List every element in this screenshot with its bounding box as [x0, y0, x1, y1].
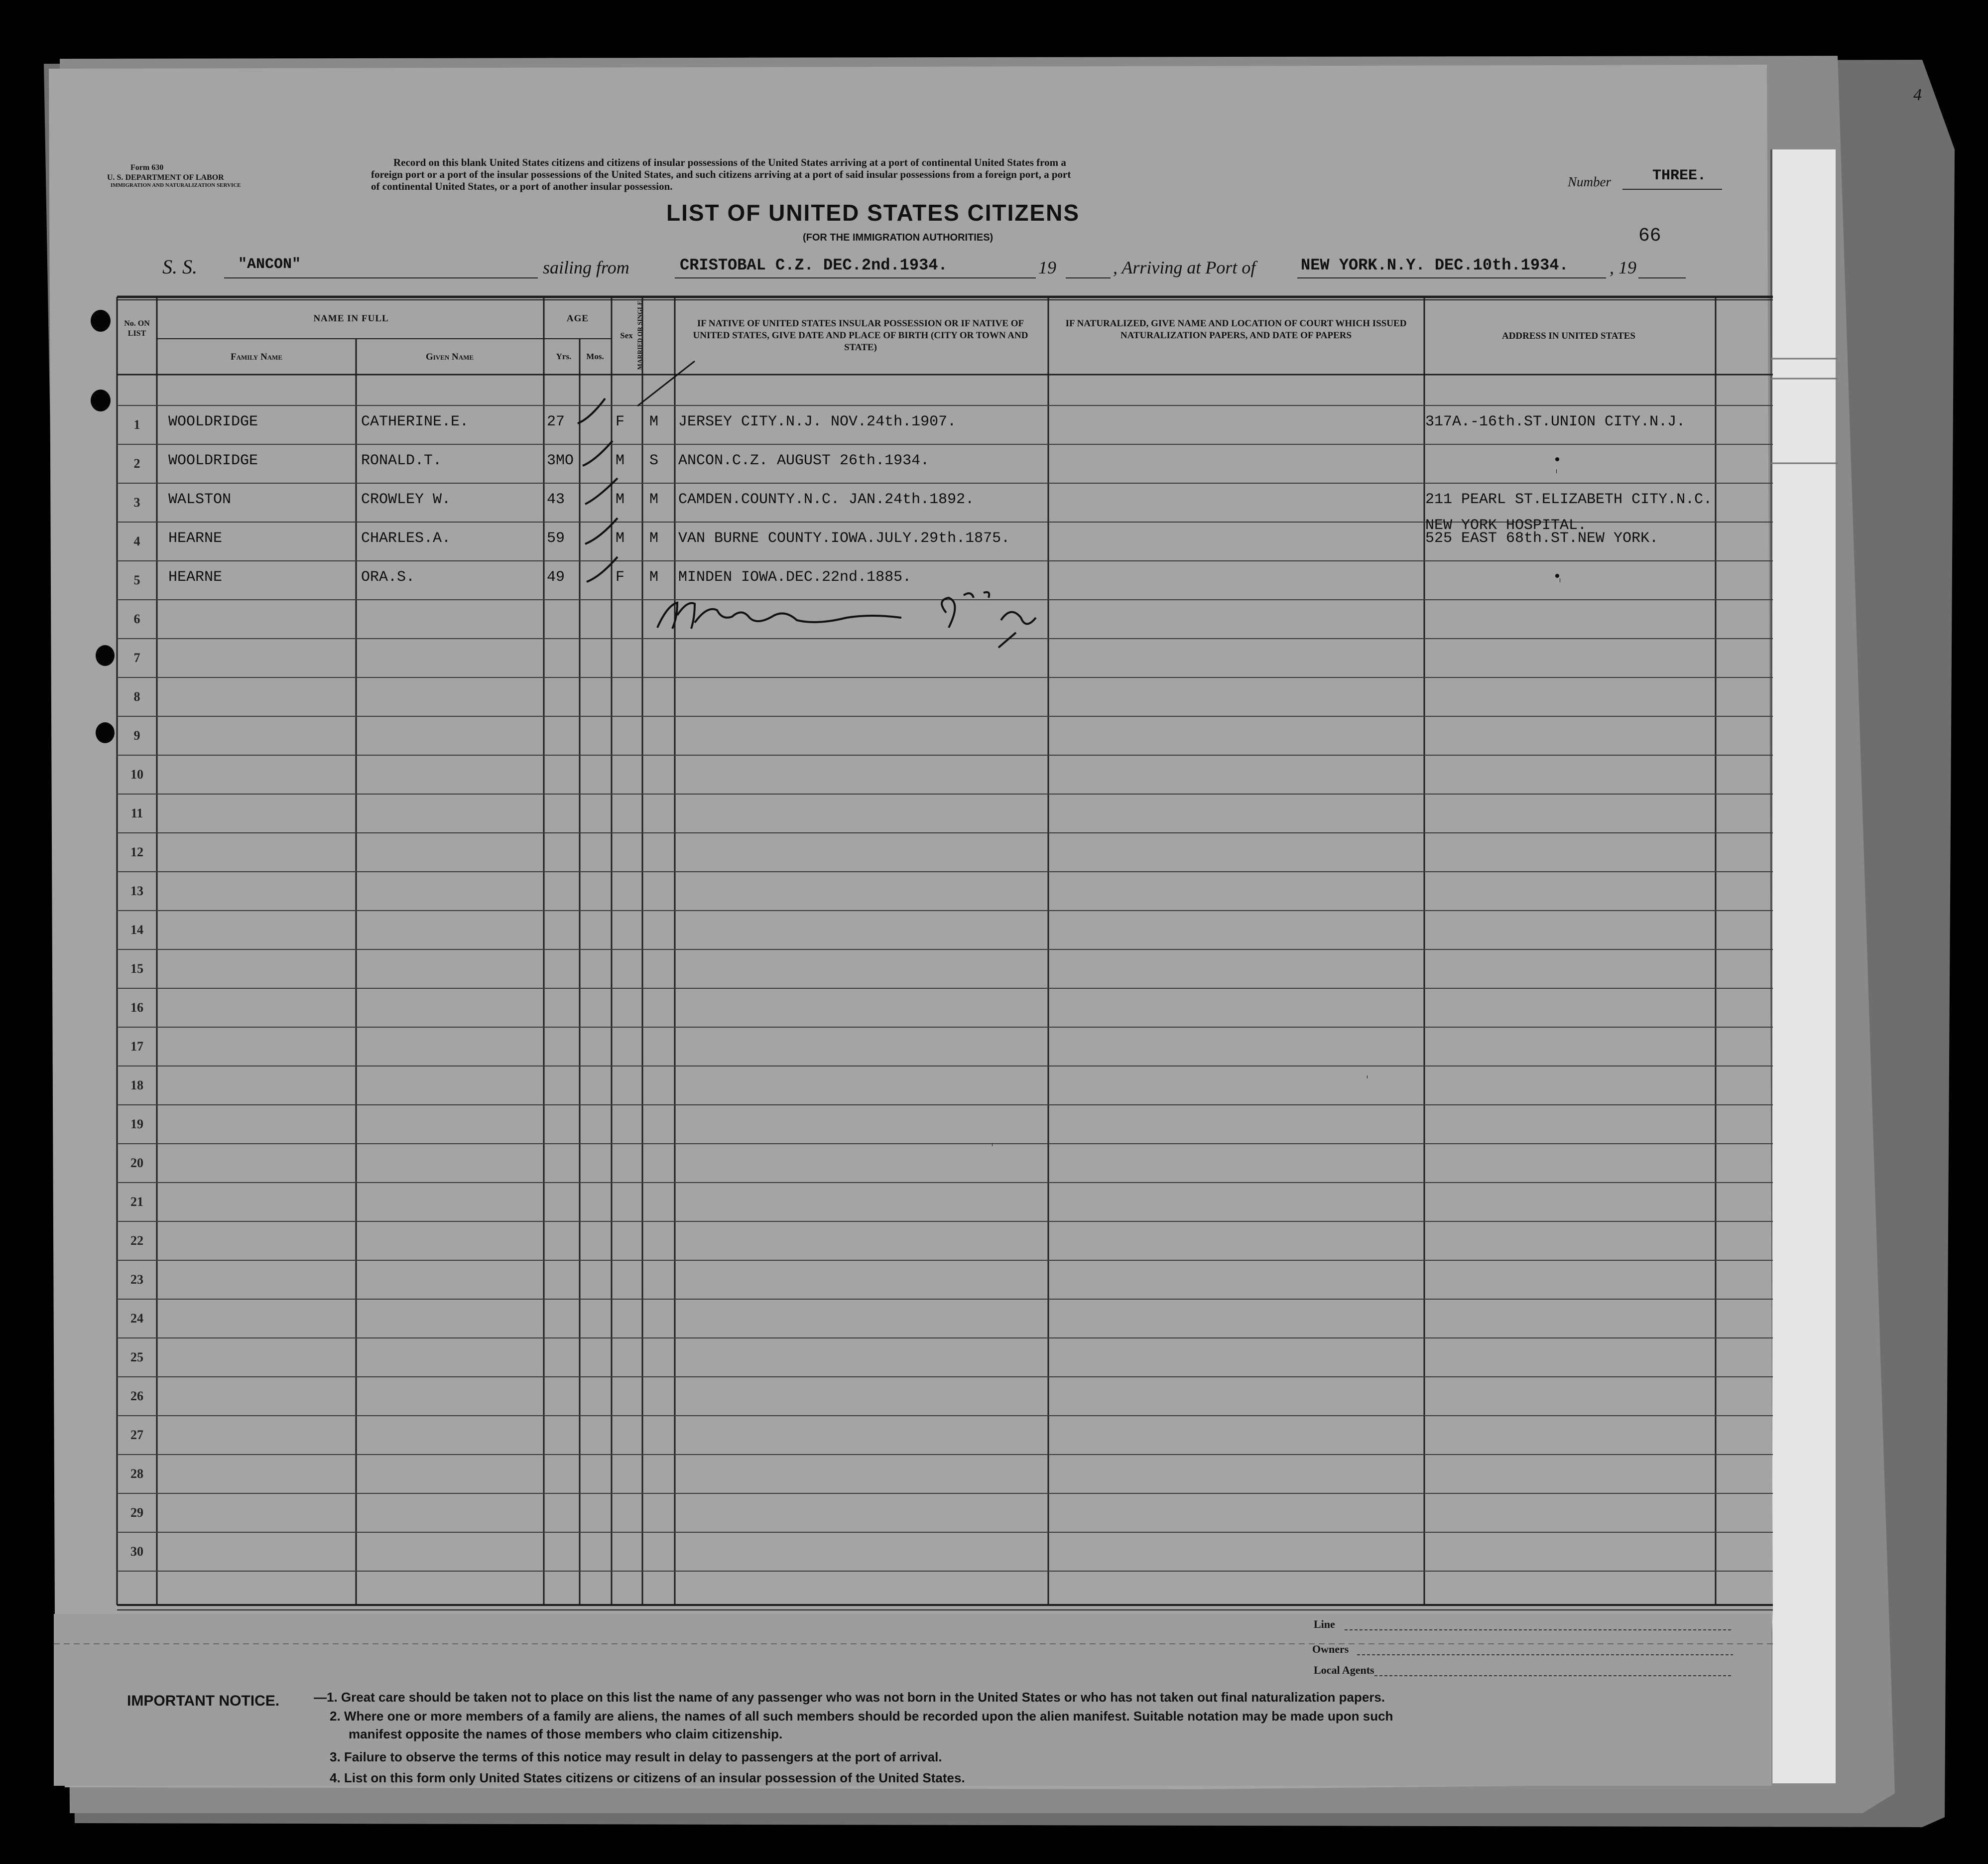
age-years-cell: 49 [547, 569, 565, 586]
sex-cell: F [616, 569, 625, 586]
row-number: 2 [133, 456, 140, 471]
instructions-line-2: foreign port or a port of the insular possessions of the United States, and such citizens arriving at a port of said insular possessions from a foreign port, a port [371, 168, 1071, 180]
row-number: 9 [133, 728, 140, 743]
address-cell: • [1553, 569, 1562, 586]
marital-status-cell: M [649, 413, 659, 430]
header-sex: Sex [620, 331, 633, 340]
place-of-birth-cell: ANCON.C.Z. AUGUST 26th.1934. [678, 452, 930, 469]
family-name-cell: WALSTON [168, 491, 232, 508]
marital-status-cell: M [649, 530, 659, 547]
row-number: 18 [130, 1078, 143, 1092]
arriving-port-value: NEW YORK.N.Y. DEC.10th.1934. [1301, 256, 1569, 274]
page-number: 66 [1638, 225, 1661, 247]
instructions-line-3: of continental United States, or a port of another insular possession. [371, 180, 673, 192]
age-years-cell: 3MO [547, 452, 574, 469]
row-number: 16 [130, 1000, 143, 1015]
marital-status-cell: S [649, 452, 659, 469]
given-name-cell: CHARLES.A. [361, 530, 451, 547]
age-years-cell: 27 [547, 413, 565, 430]
line-label: Line [1314, 1618, 1335, 1630]
row-number: 24 [130, 1311, 143, 1326]
age-years-cell: 59 [547, 530, 565, 547]
sex-cell: M [616, 530, 625, 547]
row-number: 19 [130, 1117, 143, 1131]
address-cell: 317A.-16th.ST.UNION CITY.N.J. [1425, 413, 1686, 430]
given-name-cell: ORA.S. [361, 569, 415, 586]
family-name-cell: HEARNE [168, 530, 223, 547]
marital-status-cell: M [649, 491, 659, 508]
row-number: 5 [133, 573, 140, 587]
row-number: 11 [130, 806, 143, 820]
header-name-in-full: NAME IN FULL [313, 313, 389, 324]
address-cell: • [1553, 452, 1562, 469]
row-number: 25 [130, 1350, 143, 1364]
page-subtitle: (FOR THE IMMIGRATION AUTHORITIES) [803, 232, 994, 243]
row-number: 7 [133, 651, 140, 665]
given-name-cell: CROWLEY W. [361, 491, 451, 508]
row-number: 3 [133, 495, 140, 510]
page-title: LIST OF UNITED STATES CITIZENS [666, 200, 1080, 226]
row-number: 8 [133, 689, 140, 704]
place-of-birth-cell: MINDEN IOWA.DEC.22nd.1885. [678, 569, 912, 586]
notice-2a: 2. Where one or more members of a family are aliens, the names of all such members should be recorded upon the alien manifest. Suitable notation may be made upon such [330, 1709, 1393, 1724]
header-address: ADDRESS IN UNITED STATES [1501, 331, 1635, 341]
row-number: 22 [130, 1233, 143, 1248]
family-name-cell: WOOLDRIDGE [168, 413, 258, 430]
row-number: 26 [130, 1389, 143, 1403]
notice-3: 3. Failure to observe the terms of this notice may result in delay to passengers at the port of arrival. [330, 1749, 942, 1764]
family-name-cell: HEARNE [168, 569, 223, 586]
address-cell-line-2: 525 EAST 68th.ST.NEW YORK. [1425, 530, 1659, 547]
header-given-name: Given Name [425, 352, 474, 362]
age-years-cell: 43 [547, 491, 565, 508]
margin-corner-number: 4 [1913, 86, 1922, 104]
row-number: 15 [130, 961, 143, 976]
number-label: Number [1568, 174, 1611, 189]
local-agents-label: Local Agents [1314, 1664, 1374, 1676]
header-mos: Mos. [586, 352, 604, 361]
family-name-cell: WOOLDRIDGE [168, 452, 258, 469]
address-cell: NEW YORK HOSPITAL. [1425, 517, 1587, 534]
place-of-birth-cell: CAMDEN.COUNTY.N.C. JAN.24th.1892. [678, 491, 975, 508]
row-number: 28 [130, 1466, 143, 1481]
row-number: 23 [130, 1272, 143, 1287]
sex-cell: M [616, 491, 625, 508]
notice-2b: manifest opposite the names of those members who claim citizenship. [349, 1727, 783, 1741]
row-number: 1 [133, 417, 140, 432]
arriving-label: , Arriving at Port of [1113, 258, 1256, 277]
department-name: U. S. DEPARTMENT OF LABOR [107, 173, 224, 182]
header-place-of-birth: IF NATIVE OF UNITED STATES INSULAR POSSESSION OR IF NATIVE OF UNITED STATES, GIVE DATE AND PLACE OF BIRTH (CITY OR TOWN AND STATE) [693, 318, 1028, 353]
sailing-from-value: CRISTOBAL C.Z. DEC.2nd.1934. [680, 256, 948, 274]
ss-label: S. S. [162, 256, 197, 278]
sex-cell: M [616, 452, 625, 469]
ship-name: "ANCON" [238, 256, 301, 273]
row-number: 4 [133, 534, 140, 548]
row-number: 13 [130, 884, 143, 898]
owners-label: Owners [1312, 1643, 1349, 1655]
row-number: 14 [130, 923, 143, 937]
place-of-birth-cell: VAN BURNE COUNTY.IOWA.JULY.29th.1875. [678, 530, 1010, 547]
place-of-birth-cell: JERSEY CITY.N.J. NOV.24th.1907. [678, 413, 957, 430]
row-number: 27 [130, 1428, 143, 1442]
row-number: 30 [130, 1544, 143, 1559]
instructions-line-1: Record on this blank United States citizens and citizens of insular possessions of the United States arriving at a port of continental United States from a [393, 156, 1066, 168]
header-family-name: Family Name [231, 352, 282, 362]
given-name-cell: RONALD.T. [361, 452, 442, 469]
header-age: AGE [566, 313, 589, 324]
sex-cell: F [616, 413, 625, 430]
notice-1: —1. Great care should be taken not to place on this list the name of any passenger who was not born in the United States or who has not taken out final naturalization papers. [314, 1690, 1385, 1705]
row-number: 29 [130, 1505, 143, 1520]
header-no-on-list: No. ON LIST [124, 319, 150, 338]
form-number: Form 630 [130, 163, 164, 172]
header-yrs: Yrs. [556, 352, 572, 361]
notice-title: IMPORTANT NOTICE. [127, 1693, 280, 1709]
service-name: IMMIGRATION AND NATURALIZATION SERVICE [111, 182, 241, 188]
row-number: 6 [133, 612, 140, 626]
sailing-label: sailing from [543, 258, 629, 277]
notice-4: 4. List on this form only United States citizens or citizens of an insular possession of the United States. [330, 1770, 965, 1785]
year-label-1: 19 [1038, 258, 1056, 277]
marital-status-cell: M [649, 569, 659, 586]
given-name-cell: CATHERINE.E. [361, 413, 469, 430]
header-naturalized: IF NATURALIZED, GIVE NAME AND LOCATION OF COURT WHICH ISSUED NATURALIZATION PAPERS, AND DATE OF PAPERS [1065, 318, 1407, 341]
row-number: 21 [130, 1195, 143, 1209]
row-number: 20 [130, 1156, 143, 1170]
header-married-or-single: MARRIED OR SINGLE [636, 300, 643, 370]
address-cell: 211 PEARL ST.ELIZABETH CITY.N.C. [1425, 491, 1713, 508]
row-number: 10 [130, 767, 143, 782]
row-number: 12 [130, 845, 143, 859]
row-number: 17 [130, 1039, 143, 1054]
number-value: THREE. [1652, 167, 1707, 184]
year-label-2: , 19 [1610, 258, 1636, 277]
